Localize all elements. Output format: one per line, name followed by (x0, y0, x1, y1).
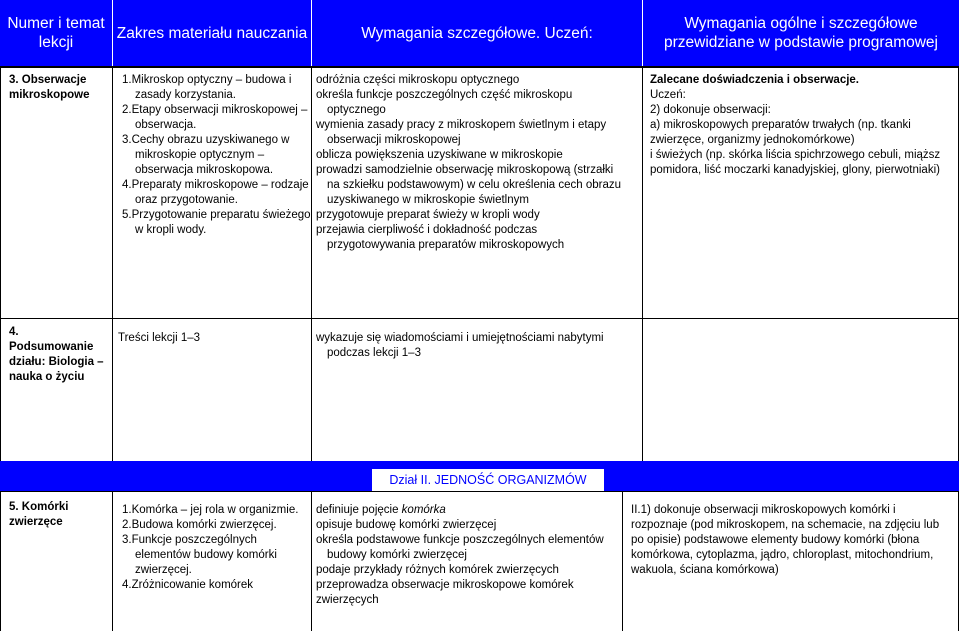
term-komorka: komórka (401, 504, 446, 516)
column-divider (112, 491, 113, 631)
observation-b: i świeżych (np. skórka liścia spichrzowego cebuli, miąższ pomidora, liść moczarki kanadyjskiej, glony, pierwotniaki) (650, 149, 941, 176)
table-header (0, 0, 959, 66)
requirement-item: odróżnia części mikroskopu optycznego (316, 74, 520, 86)
topic-item: 3.Cechy obrazu uzyskiwanego w mikroskopie optycznym – obserwacja mikroskopowa. (122, 134, 290, 176)
lesson-3-requirements (316, 73, 628, 253)
requirement-item: prowadzi samodzielnie obserwację mikroskopową (strzałki na szkiełku podstawowym) w celu określenia cech obrazu uzyskiwanego w mikroskopie świetlnym (316, 164, 622, 206)
requirement-text: definiuje pojęcie (316, 504, 402, 516)
requirement-item: określa funkcje poszczególnych część mikroskopu optycznego (316, 89, 573, 116)
topic-item: 5.Przygotowanie preparatu świeżego w kropli wody. (122, 209, 311, 236)
header-general-requirements: Wymagania ogólne i szczegółowe przewidziane w podstawie programowej (664, 15, 938, 51)
row-divider (0, 318, 959, 319)
column-divider (112, 68, 113, 461)
lesson-3-topics (118, 73, 313, 238)
header-detailed-requirements: Wymagania szczegółowe. Uczeń: (361, 24, 593, 42)
lesson-5-topics (118, 503, 313, 593)
section-bar (0, 461, 959, 491)
recommended-experiments-heading: Zalecane doświadczenia i obserwacje. (650, 74, 860, 86)
lesson-5-requirements (316, 503, 628, 608)
lesson-4-topics: Treści lekcji 1–3 (118, 332, 201, 344)
header-bottom-border (0, 66, 959, 68)
topic-item: 1.Komórka – jej rola w organizmie. (122, 504, 299, 516)
requirement-item: określa podstawowe funkcje poszczególnych elementów budowy komórki zwierzęcej (316, 534, 604, 561)
lesson-4-requirements: wykazuje się wiadomościami i umiejętnościami nabytymi podczas lekcji 1–3 (316, 332, 604, 359)
section-title: Dział II. JEDNOŚĆ ORGANIZMÓW (372, 469, 604, 491)
lesson-4-title: 4. Podsumowanie działu: Biologia – nauka o życiu (9, 326, 104, 383)
topic-item: 4.Zróżnicowanie komórek (122, 579, 254, 591)
header-curriculum-scope: Zakres materiału nauczania (116, 24, 308, 42)
topic-item: 4.Preparaty mikroskopowe – rodzaje oraz przygotowanie. (122, 179, 309, 206)
lesson-3-title: 3. Obserwacje mikroskopowe (9, 74, 90, 101)
topic-item: 2.Etapy obserwacji mikroskopowej – obserwacja. (122, 104, 308, 131)
requirement-item: oblicza powiększenia uzyskiwane w mikroskopie (316, 149, 563, 161)
topic-item: 2.Budowa komórki zwierzęcej. (122, 519, 277, 531)
section-bottom-border (0, 491, 959, 492)
student-label: Uczeń: (650, 89, 686, 101)
requirement-item: przygotowuje preparat świeży w kropli wody (316, 209, 540, 221)
header-lesson-number-title: Numer i temat lekcji (7, 15, 105, 51)
requirement-item: wymienia zasady pracy z mikroskopem świetlnym i etapy obserwacji mikroskopowej (316, 119, 607, 146)
observation-a: a) mikroskopowych preparatów trwałych (np. tkanki zwierzęce, organizmy jednokomórkowe) (650, 119, 911, 146)
observation-point: 2) dokonuje obserwacji: (650, 104, 771, 116)
requirement-item (316, 503, 628, 518)
requirement-item: przejawia cierpliwość i dokładność podczas przygotowywania preparatów mikroskopowych (316, 224, 565, 251)
table-border-left (0, 68, 1, 461)
lesson-3-general-requirements (650, 73, 955, 178)
table-border-left (0, 491, 1, 631)
topic-item: 1.Mikroskop optyczny – budowa i zasady korzystania. (122, 74, 292, 101)
requirement-item: opisuje budowę komórki zwierzęcej (316, 519, 497, 531)
topic-item: 3.Funkcje poszczególnych elementów budowy komórki zwierzęcej. (122, 534, 277, 576)
lesson-5-general-requirements: II.1) dokonuje obserwacji mikroskopowych komórki i rozpoznaje (pod mikroskopem, na schemacie, na zdjęciu lub po opisie) podstawowe elementy budowy komórki (błona komórkowa, cytoplazma, jądro, chloroplast, mitochondrium, wakuola, ściana komórkowa) (631, 504, 940, 576)
column-divider (642, 68, 643, 461)
lesson-5-title: 5. Komórki zwierzęce (9, 501, 69, 528)
requirement-item: przeprowadza obserwacje mikroskopowe komórek zwierzęcych (316, 579, 574, 606)
requirement-item: podaje przykłady różnych komórek zwierzęcych (316, 564, 559, 576)
